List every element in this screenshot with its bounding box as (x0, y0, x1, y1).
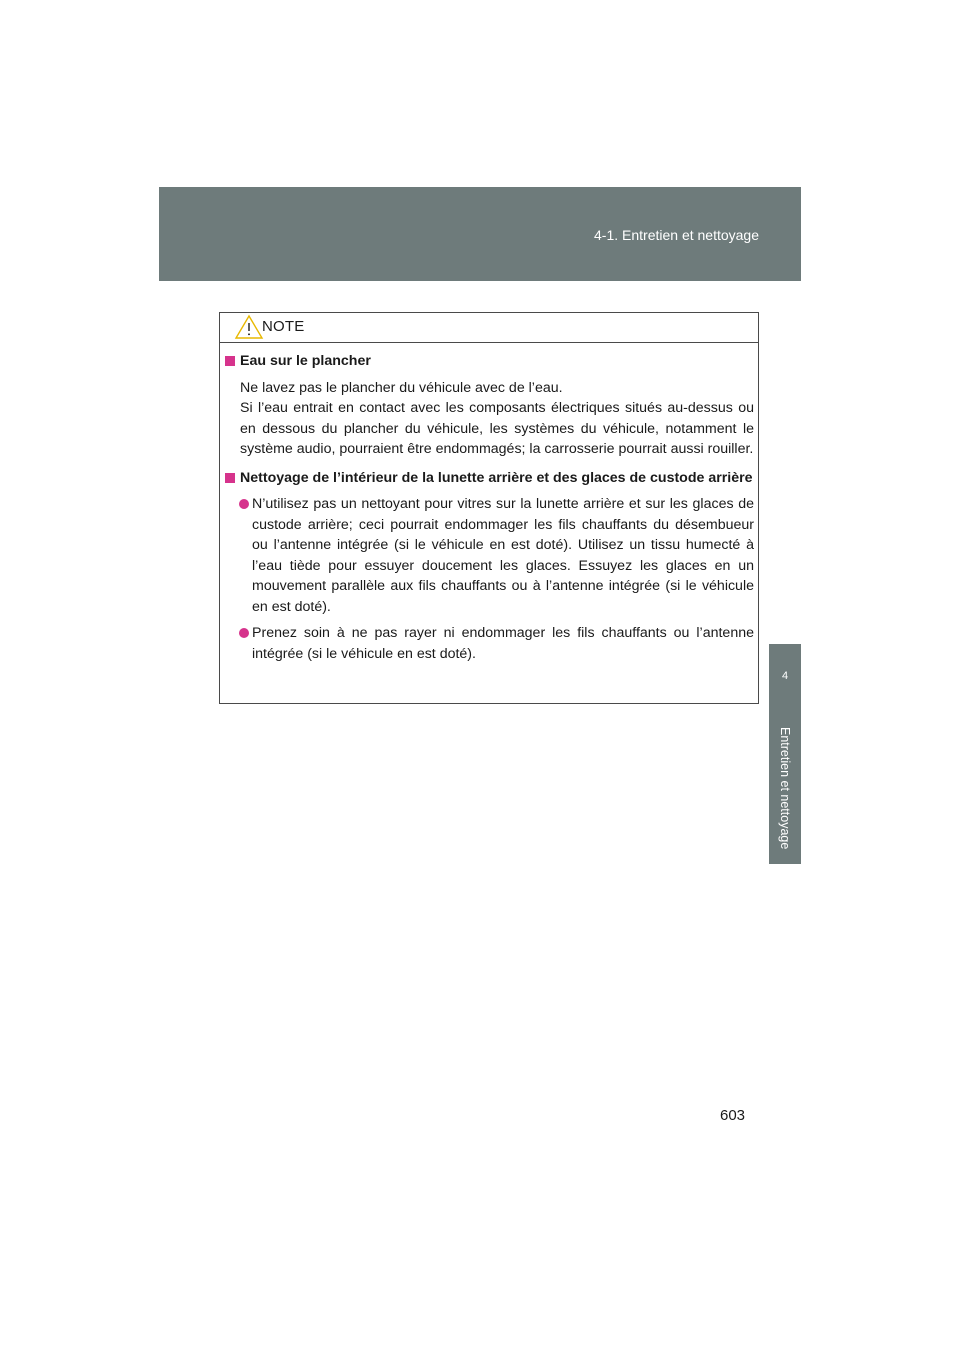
section-header-title: 4-1. Entretien et nettoyage (594, 227, 759, 243)
chapter-number: 4 (781, 670, 789, 682)
section-paragraph (240, 378, 754, 460)
list-item-text: N’utilisez pas un nettoyant pour vitres sur la lunette arrière et sur les glaces de custode arrière; ceci pourrait endommager les fils chauffants du désembueur ou l’antenne intégrée (si le véhicule en est doté). Utilisez un tissu humecté à l’eau tiède pour essuyer doucement les glaces. Essuyez les glaces en un mouvement parallèle aux fils chauffants ou à l’antenne intégrée (si le véhicule en est doté). (252, 496, 754, 615)
circle-bullet-icon (239, 499, 249, 509)
chapter-number-tab (769, 644, 801, 712)
note-header (220, 313, 758, 343)
warning-triangle-icon (234, 314, 264, 340)
list-item (240, 623, 754, 664)
section-heading: Eau sur le plancher (240, 353, 371, 369)
paragraph-line-1: Ne lavez pas le plancher du véhicule avec de l’eau. (240, 379, 563, 396)
list-item-text: Prenez soin à ne pas rayer ni endommager les fils chauffants ou l’antenne intégrée (si le véhicule en est doté). (252, 625, 754, 662)
paragraph-line-2: Si l’eau entrait en contact avec les composants électriques situés au-dessus ou en dessous du plancher du véhicule, les systèmes du véhicule, notamment le système audio, pourraient être endommagés; la carrosserie pourrait aussi rouiller. (240, 400, 754, 457)
list-item (240, 494, 754, 617)
page-number: 603 (720, 1107, 746, 1124)
circle-bullet-icon (239, 628, 249, 638)
section-heading: Nettoyage de l’intérieur de la lunette arrière et des glaces de custode arrière (240, 469, 753, 486)
chapter-label: Entretien et nettoyage (778, 726, 792, 850)
note-body (220, 351, 760, 672)
square-bullet-icon (225, 356, 235, 366)
chapter-label-tab (769, 712, 801, 864)
square-bullet-icon (225, 473, 235, 483)
note-box (219, 312, 759, 704)
note-section-water (220, 351, 760, 460)
note-title: NOTE (262, 318, 305, 335)
note-section-rear-glass (220, 468, 760, 665)
header-band (159, 187, 801, 281)
